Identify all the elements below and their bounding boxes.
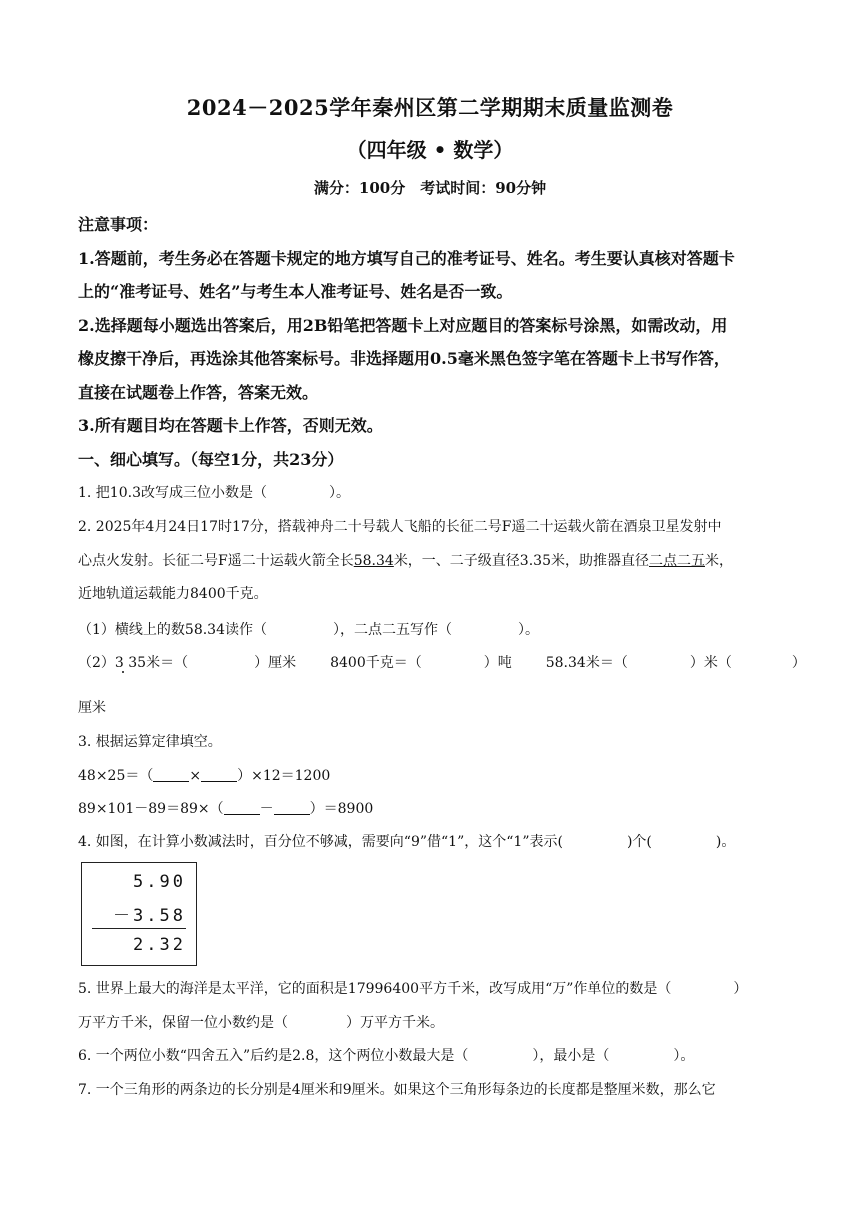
q2-sub2-text: ）米（ (689, 655, 732, 671)
exam-subtitle: （四年级 • 数学） (346, 138, 514, 162)
underlined-diameter: 二点二五 (648, 553, 705, 569)
question-6 (78, 1045, 784, 1065)
question-2-line-2 (78, 550, 784, 570)
q5-text: 5. 世界上最大的海洋是太平洋，它的面积是17996400平方千米，改写成用“万”作单位的数是（ (78, 981, 672, 997)
q3-text: ）＝8900 (309, 801, 374, 817)
answer-underline (201, 767, 237, 782)
question-4 (78, 831, 784, 851)
q2-sub2-text: ）厘米 (254, 655, 297, 671)
q3-text: 89×101－89＝89×（ (78, 801, 224, 817)
question-1-text-end: ）。 (328, 485, 350, 501)
q2-sub2-text: ）吨 (483, 655, 512, 671)
q6-text: 6. 一个两位小数“四舍五入”后约是2.8，这个两位小数最大是（ (78, 1048, 469, 1064)
q6-text: ），最小是（ (532, 1048, 610, 1064)
subtraction-figure (81, 862, 197, 966)
notice-item-2-line-1: 2.选择题每小题选出答案后，用2B铅笔把答题卡上对应题目的答案标号涂黑，如需改动，用 (78, 316, 728, 335)
q2-text: 米，一、二子级直径3.35米，助推器直径 (393, 553, 649, 569)
question-5-line-2 (78, 1012, 784, 1032)
q3-text: × (189, 768, 202, 784)
exam-meta: 满分：100分 考试时间：90分钟 (313, 179, 547, 197)
notice-item-2-line-3: 直接在试题卷上作答，答案无效。 (78, 383, 319, 402)
question-3-line-2 (78, 765, 784, 785)
q3-text: ）×12＝1200 (237, 768, 331, 784)
answer-underline (153, 767, 189, 782)
q2-sub1-text: ）。 (518, 622, 539, 638)
minuend: 5.90 (133, 872, 186, 892)
question-1 (78, 482, 784, 502)
q5-text: ）万平方千米。 (346, 1015, 444, 1031)
q2-sub2-text: （2）3 35米＝（ (78, 655, 189, 671)
answer-underline (274, 800, 310, 815)
question-3-line-3 (78, 798, 784, 818)
q5-text: ） (733, 981, 748, 997)
q3-text: － (259, 801, 274, 817)
question-2-sub-1 (78, 619, 784, 639)
question-2-sub-2 (78, 652, 806, 672)
section-1-heading: 一、细心填写。（每空1分，共23分） (78, 450, 344, 469)
question-3-line-1: 3. 根据运算定律填空。 (78, 734, 222, 750)
difference: 2.32 (133, 935, 186, 955)
answer-underline (224, 800, 260, 815)
q2-sub1-text: ），二点二五写作（ (333, 622, 452, 638)
q2-sub2-text: 58.34米＝（ (545, 655, 628, 671)
underlined-length: 58.34 (353, 553, 394, 569)
notice-item-1-line-1: 1.答题前，考生务必在答题卡规定的地方填写自己的准考证号、姓名。考生要认真核对答题卡 (78, 249, 735, 268)
question-2-sub-2-unit: 厘米 (78, 700, 106, 716)
q2-text: 心点火发射。长征二号F遥二十运载火箭全长 (78, 553, 354, 569)
result-line (92, 928, 186, 929)
question-2-line-3: 近地轨道运载能力8400千克。 (78, 586, 268, 602)
q2-sub2-text: ） (791, 655, 806, 671)
q4-text: 4. 如图，在计算小数减法时，百分位不够减，需要向“9”借“1”，这个“1”表示( (78, 834, 563, 850)
q4-text: )。 (715, 834, 736, 850)
q2-text: 米， (704, 553, 733, 569)
q4-text: )个( (626, 834, 652, 850)
q2-sub1-text: （1）横线上的数58.34读作（ (78, 622, 267, 638)
question-2-line-1: 2. 2025年4月24日17时17分，搭载神舟二十号载人飞船的长征二号F遥二十运载火箭在酒泉卫星发射中 (78, 519, 722, 535)
exam-title: 2024－2025学年秦州区第二学期期末质量监测卷 (186, 95, 674, 120)
notice-item-3: 3.所有题目均在答题卡上作答，否则无效。 (78, 416, 383, 435)
subtrahend: －3.58 (113, 906, 186, 926)
q6-text: ）。 (673, 1048, 695, 1064)
question-1-text: 1. 把10.3改写成三位小数是（ (78, 485, 267, 501)
question-5-line-1 (78, 978, 784, 998)
q2-sub2-text: 8400千克＝（ (330, 655, 422, 671)
notice-heading: 注意事项： (78, 215, 159, 234)
notice-item-2-line-2: 橡皮擦干净后，再选涂其他答案标号。非选择题用0.5毫米黑色签字笔在答题卡上书写作答， (78, 349, 730, 368)
question-7-line-1: 7. 一个三角形的两条边的长分别是4厘米和9厘米。如果这个三角形每条边的长度都是整厘米数，那么它 (78, 1082, 716, 1098)
decimal-point-mark (122, 671, 124, 673)
notice-item-1-line-2: 上的“准考证号、姓名”与考生本人准考证号、姓名是否一致。 (78, 282, 513, 301)
q5-text: 万平方千米，保留一位小数约是（ (78, 1015, 288, 1031)
q3-text: 48×25＝（ (78, 768, 154, 784)
